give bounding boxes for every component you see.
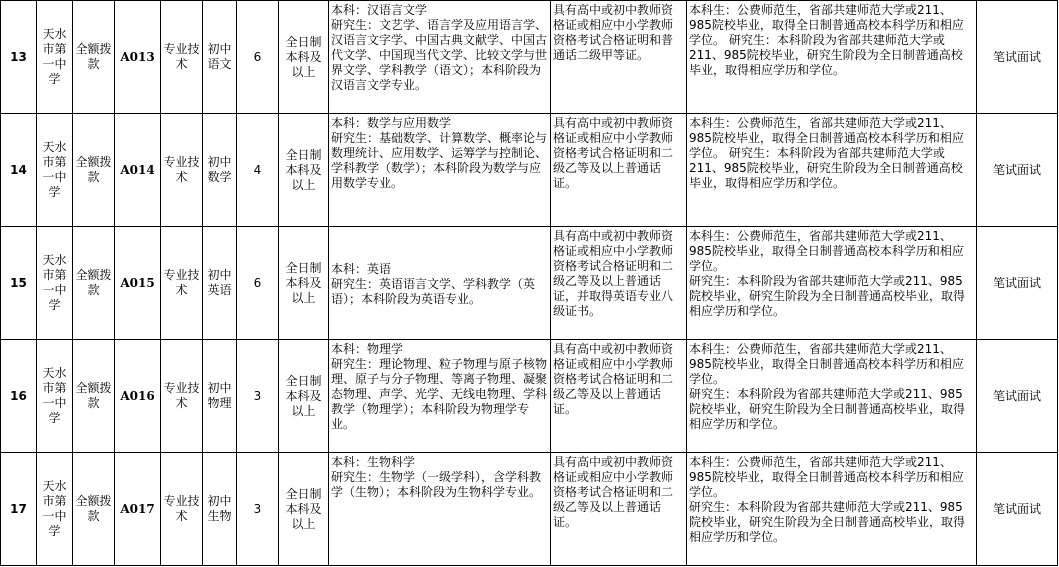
table-row [1,453,1058,566]
post-code: A013 [115,1,161,114]
qualification-requirement: 具有高中或初中教师资格证或相应中小学教师资格考试合格证明和二级乙等及以上普通话证，并取得英语专业八级证书。 [551,227,687,340]
post-name: 初中生物 [203,453,237,566]
education-requirement: 全日制本科及以上 [279,453,329,566]
exam-method: 笔试面试 [977,227,1058,340]
hiring-count: 3 [237,340,279,453]
post-type: 专业技术 [161,340,203,453]
funding-type: 全额拨款 [73,114,115,227]
employer-unit: 天水市第一中学 [37,1,73,114]
major-requirement: 本科：生物科学 研究生：生物学（一级学科），含学科教学（生物）；本科阶段为生物科学专业。 [329,453,551,566]
hiring-count: 4 [237,114,279,227]
row-number: 17 [1,453,37,566]
employer-unit: 天水市第一中学 [37,227,73,340]
exam-method: 笔试面试 [977,340,1058,453]
employer-unit: 天水市第一中学 [37,114,73,227]
major-requirement: 本科：数学与应用数学 研究生：基础数学、计算数学、概率论与数理统计、应用数学、运筹学与控制论、学科教学（数学）；本科阶段为数学与应用数学专业。 [329,114,551,227]
funding-type: 全额拨款 [73,453,115,566]
major-requirement: 本科：物理学 研究生：理论物理、粒子物理与原子核物理、原子与分子物理、等离子物理、凝聚态物理、声学、光学、无线电物理、学科教学（物理学）；本科阶段为物理学专业。 [329,340,551,453]
post-code: A015 [115,227,161,340]
funding-type: 全额拨款 [73,1,115,114]
education-requirement: 全日制本科及以上 [279,227,329,340]
other-requirement: 本科生：公费师范生，省部共建师范大学或211、985院校毕业，取得全日制普通高校本科学历和相应学位。 研究生：本科阶段为省部共建师范大学或211、985院校毕业，研究生阶段为全日制普通高校毕业，取得相应学历和学位。 [687,453,977,566]
other-requirement: 本科生：公费师范生，省部共建师范大学或211、985院校毕业，取得全日制普通高校本科学历和相应学位。 研究生：本科阶段为省部共建师范大学或211、985院校毕业，研究生阶段为全日制普通高校毕业，取得相应学历和学位。 [687,1,977,114]
row-number: 13 [1,1,37,114]
table-row [1,1,1058,114]
post-type: 专业技术 [161,1,203,114]
hiring-count: 6 [237,1,279,114]
employer-unit: 天水市第一中学 [37,453,73,566]
exam-method: 笔试面试 [977,453,1058,566]
funding-type: 全额拨款 [73,340,115,453]
row-number: 16 [1,340,37,453]
funding-type: 全额拨款 [73,227,115,340]
major-requirement: 本科：汉语言文学 研究生：文艺学、语言学及应用语言学、汉语言文字学、中国古典文献学、中国古代文学、中国现当代文学、比较文学与世界文学、学科教学（语文）；本科阶段为汉语言文学专业。 [329,1,551,114]
hiring-count: 3 [237,453,279,566]
exam-method: 笔试面试 [977,114,1058,227]
other-requirement: 本科生：公费师范生，省部共建师范大学或211、985院校毕业，取得全日制普通高校本科学历和相应学位。 研究生：本科阶段为省部共建师范大学或211、985院校毕业，研究生阶段为全日制普通高校毕业，取得相应学历和学位。 [687,227,977,340]
hiring-count: 6 [237,227,279,340]
table-row [1,114,1058,227]
employer-unit: 天水市第一中学 [37,340,73,453]
major-requirement: 本科：英语 研究生：英语语言文学、学科教学（英语）；本科阶段为英语专业。 [329,227,551,340]
post-code: A016 [115,340,161,453]
other-requirement: 本科生：公费师范生，省部共建师范大学或211、985院校毕业，取得全日制普通高校本科学历和相应学位。 研究生：本科阶段为省部共建师范大学或211、985院校毕业，研究生阶段为全日制普通高校毕业，取得相应学历和学位。 [687,114,977,227]
education-requirement: 全日制本科及以上 [279,1,329,114]
post-type: 专业技术 [161,114,203,227]
post-code: A014 [115,114,161,227]
qualification-requirement: 具有高中或初中教师资格证或相应中小学教师资格考试合格证明和普通话二级甲等证。 [551,1,687,114]
post-name: 初中物理 [203,340,237,453]
post-name: 初中英语 [203,227,237,340]
table-row [1,227,1058,340]
qualification-requirement: 具有高中或初中教师资格证或相应中小学教师资格考试合格证明和二级乙等及以上普通话证。 [551,453,687,566]
post-type: 专业技术 [161,227,203,340]
post-name: 初中数学 [203,114,237,227]
post-name: 初中语文 [203,1,237,114]
post-type: 专业技术 [161,453,203,566]
exam-method: 笔试面试 [977,1,1058,114]
post-code: A017 [115,453,161,566]
qualification-requirement: 具有高中或初中教师资格证或相应中小学教师资格考试合格证明和二级乙等及以上普通话证。 [551,340,687,453]
education-requirement: 全日制本科及以上 [279,114,329,227]
row-number: 15 [1,227,37,340]
qualification-requirement: 具有高中或初中教师资格证或相应中小学教师资格考试合格证明和二级乙等及以上普通话证。 [551,114,687,227]
other-requirement: 本科生：公费师范生，省部共建师范大学或211、985院校毕业，取得全日制普通高校本科学历和相应学位。 研究生：本科阶段为省部共建师范大学或211、985院校毕业，研究生阶段为全日制普通高校毕业，取得相应学历和学位。 [687,340,977,453]
education-requirement: 全日制本科及以上 [279,340,329,453]
table-row [1,340,1058,453]
row-number: 14 [1,114,37,227]
